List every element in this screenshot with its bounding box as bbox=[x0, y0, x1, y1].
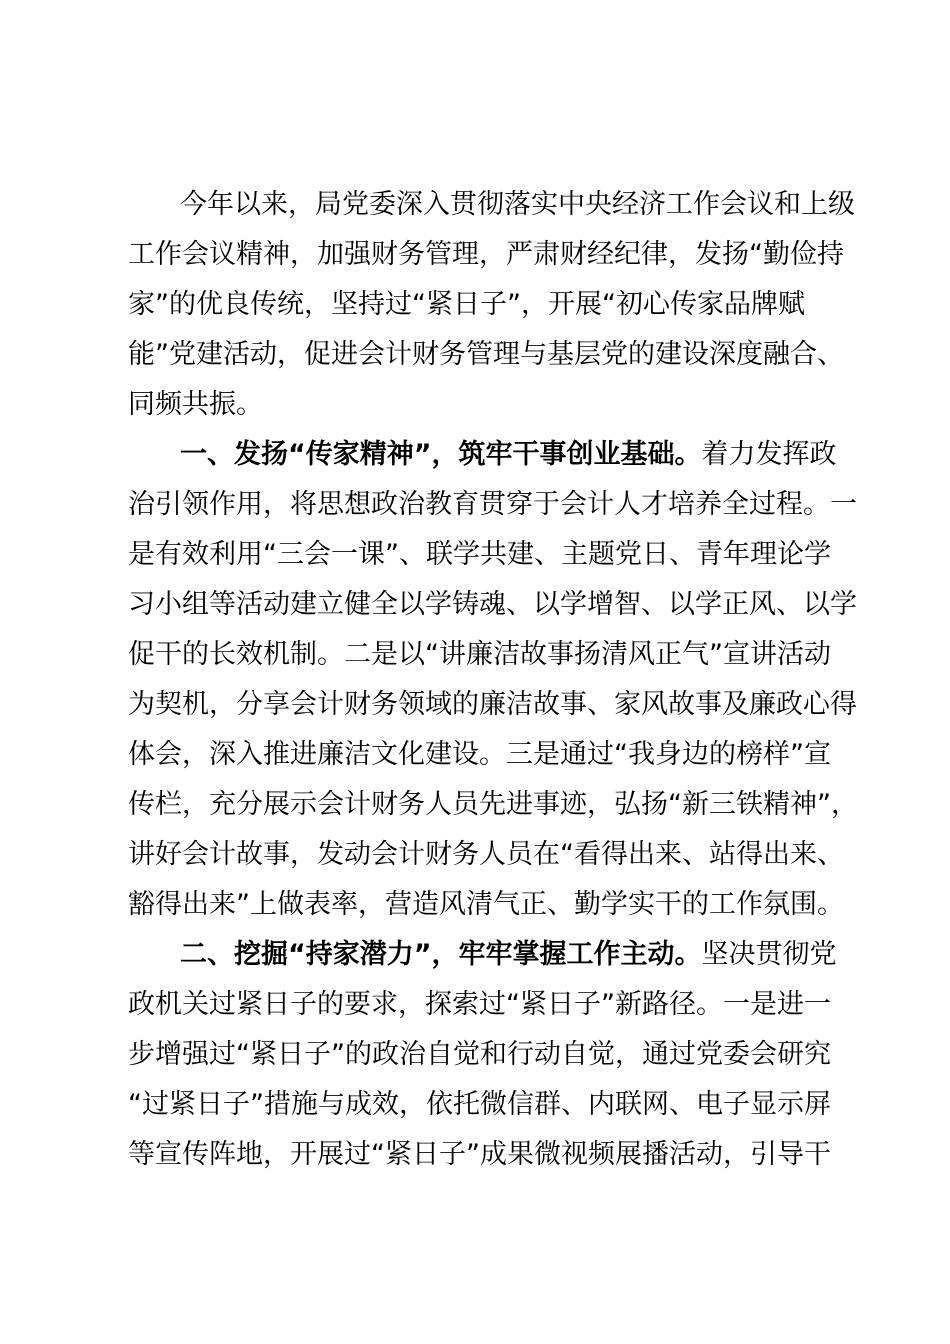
text-line: 家”的优良传统，坚持过“紧日子”，开展“初心传家品牌赋 bbox=[128, 289, 805, 320]
text-line: “过紧日子”措施与成效，依托微信群、内联网、电子显示屏 bbox=[128, 1089, 831, 1120]
paragraph-section-two bbox=[128, 930, 848, 1180]
text-fragment: 着力发挥政 bbox=[701, 439, 837, 470]
text-line: 为契机，分享会计财务领域的廉洁故事、家风故事及廉政心得 bbox=[128, 689, 857, 720]
text-line: 豁得出来”上做表率，营造风清气正、勤学实干的工作氛围。 bbox=[128, 889, 844, 920]
text-line: 政机关过紧日子的要求，探索过“紧日子”新路径。一是进一 bbox=[128, 989, 831, 1020]
text-line: 是有效利用“三会一课”、联学共建、主题党日、青年理论学 bbox=[128, 539, 831, 570]
text-line: 工作会议精神，加强财务管理，严肃财经纪律，发扬“勤俭持 bbox=[128, 239, 844, 270]
paragraph-intro bbox=[128, 180, 855, 430]
text-line: 能”党建活动，促进会计财务管理与基层党的建设深度融合、 bbox=[128, 339, 844, 370]
text-line: 传栏，充分展示会计财务人员先进事迹，弘扬“新三铁精神”， bbox=[128, 789, 858, 820]
text-line: 步增强过“紧日子”的政治自觉和行动自觉，通过党委会研究 bbox=[128, 1039, 831, 1070]
section-heading: 二、挖掘“持家潜力”，牢牢掌握工作主动。 bbox=[180, 939, 702, 970]
text-line bbox=[128, 430, 848, 480]
text-line: 今年以来，局党委深入贯彻落实中央经济工作会议和上级 bbox=[180, 189, 855, 220]
text-line: 讲好会计故事，发动会计财务人员在“看得出来、站得出来、 bbox=[128, 839, 844, 870]
text-line: 习小组等活动建立健全以学铸魂、以学增智、以学正风、以学 bbox=[128, 589, 857, 620]
text-line: 促干的长效机制。二是以“讲廉洁故事扬清风正气”宣讲活动 bbox=[128, 639, 831, 670]
text-line: 体会，深入推进廉洁文化建设。三是通过“我身边的榜样”宣 bbox=[128, 739, 831, 770]
document-body bbox=[128, 180, 858, 1180]
paragraph-section-one bbox=[128, 430, 858, 930]
text-line: 治引领作用，将思想政治教育贯穿于会计人才培养全过程。一 bbox=[128, 489, 857, 520]
section-heading: 一、发扬“传家精神”，筑牢干事创业基础。 bbox=[180, 439, 702, 470]
text-line: 等宣传阵地，开展过“紧日子”成果微视频展播活动，引导干 bbox=[128, 1139, 831, 1170]
text-line: 同频共振。 bbox=[128, 389, 263, 420]
text-fragment: 坚决贯彻党 bbox=[701, 939, 837, 970]
text-line bbox=[128, 930, 848, 980]
